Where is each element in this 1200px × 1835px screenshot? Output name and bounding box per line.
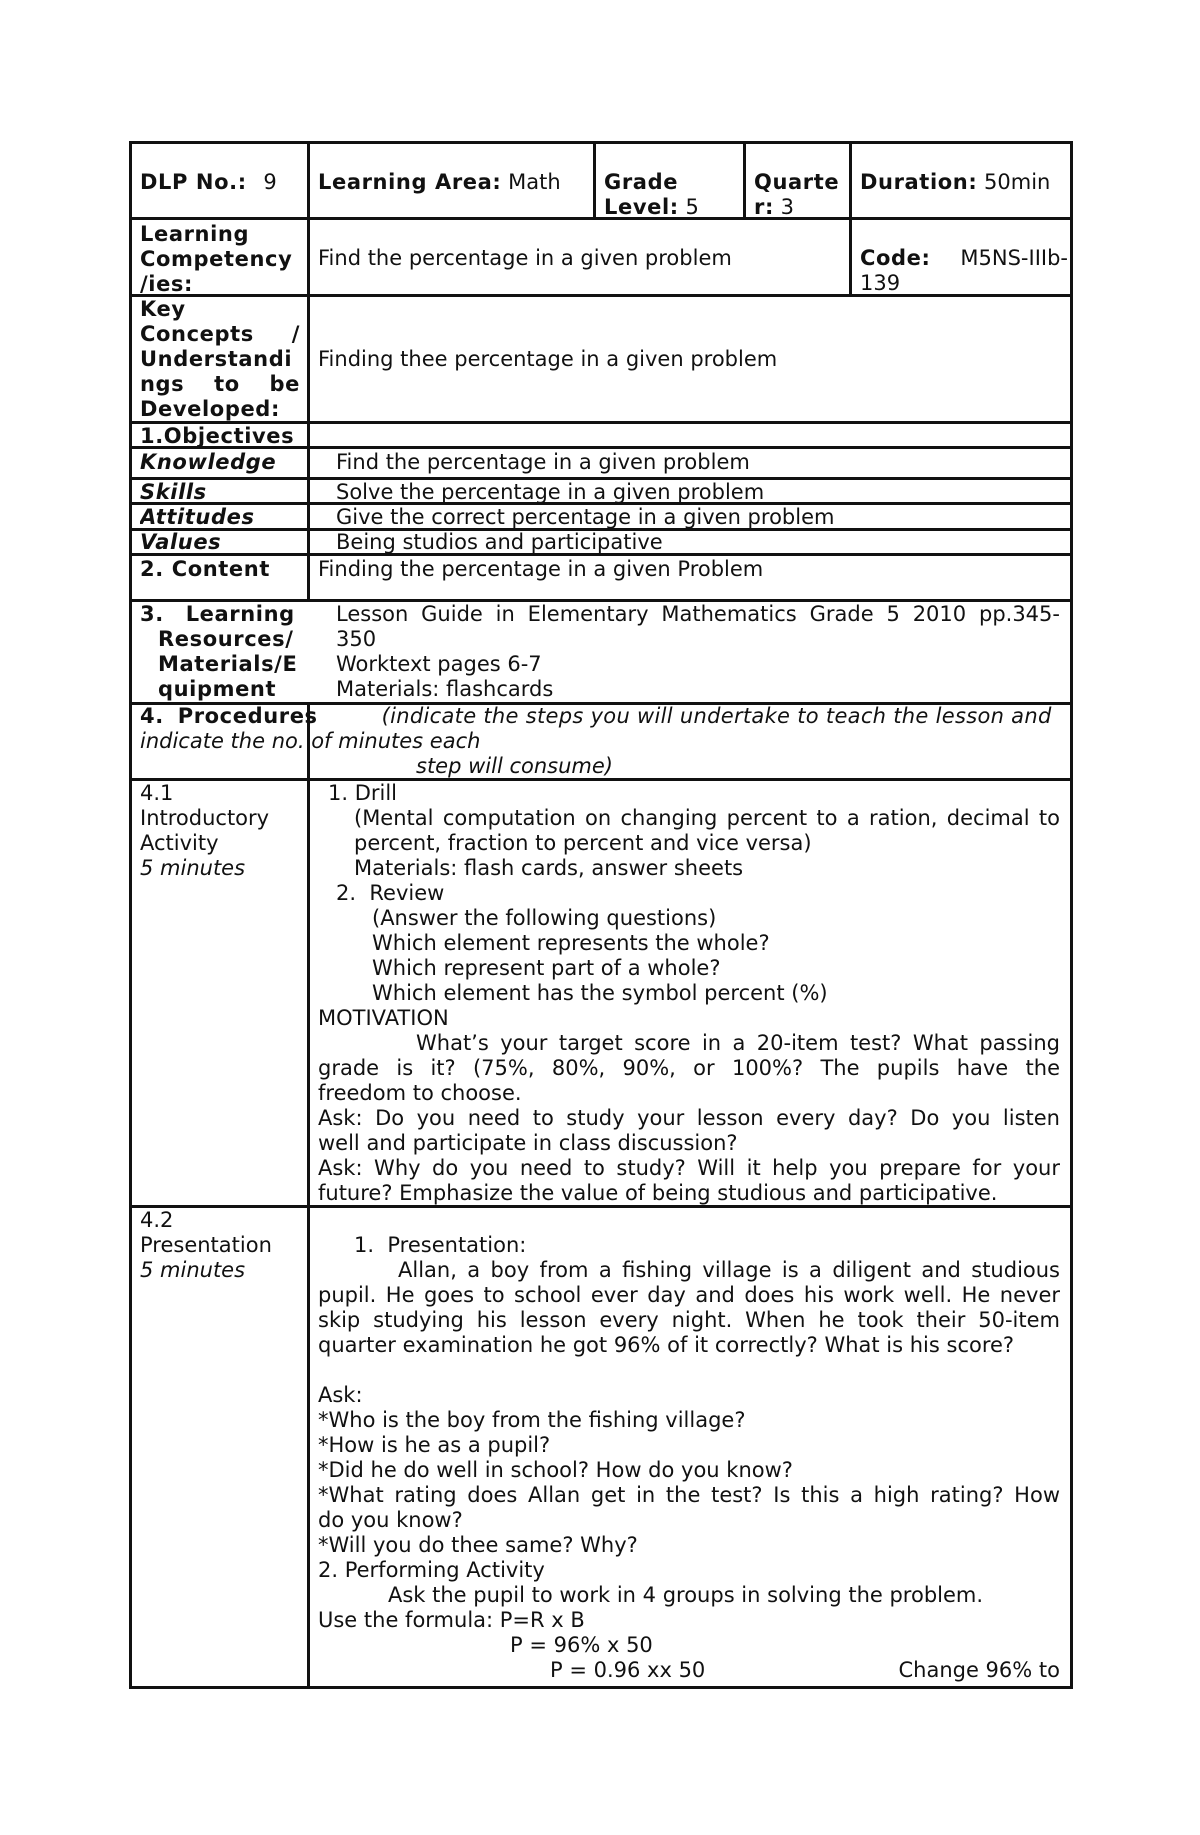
content-text: Finding the percentage in a given Problem — [318, 557, 764, 581]
intro-activity: 1. Drill (Mental computation on changing percent to a ration, decimal to percent, fraction to percent and vice versa) Materials: flash cards, answer sheets 2. Review (Answer the following questions) Which element represents the whole? Which represent part of a whole? Which element has the symbol percent (%) MOTIVATION What’s your target score in a 20-item test? What passing grade is it? (75%, 80%, 90%, or 100%? The pupils have the freedom to choose. Ask: Do you need to study your lesson every day? Do you listen well and participate in class discussion? Ask: Why do you need to study? Will it help you prepare for your future? Emphasize the value of being studious and participative. — [318, 781, 1060, 1205]
table-border — [849, 141, 852, 296]
grade-label: Grade — [604, 170, 679, 194]
table-border — [129, 141, 1073, 144]
attitudes-label: Attitudes — [140, 505, 255, 529]
grade-level-label: Level: — [604, 195, 679, 219]
presentation-heading: 1. Presentation: — [354, 1233, 527, 1257]
skills-label: Skills — [140, 480, 207, 504]
skills-text: Solve the percentage in a given problem — [336, 480, 765, 504]
duration-label: Duration: — [860, 170, 978, 194]
formula-step: P = 0.96 xx 50 — [550, 1658, 706, 1682]
intro-minutes: 5 minutes — [140, 856, 246, 880]
code-cell — [860, 246, 1068, 296]
values-label: Values — [140, 530, 222, 554]
conversion-note: Change 96% to — [898, 1658, 1060, 1682]
table-border — [593, 141, 596, 219]
quarter-value: 3 — [780, 195, 795, 219]
presentation-activity: 1. Presentation: Allan, a boy from a fishing village is a diligent and studious pupil. He goes to school ever day and does his work well. He never skip studying his lesson every night. When he took their 50-item quarter examination he got 96% of it correctly? What is his score? Ask: *Who is the boy from the fishing village? *How is he as a pupil? *Did he do well in school? How do you know? *What rating does Allan get in the test? Is this a high rating? How do you know? *Will you do thee same? Why? 2. Performing Activity Ask the pupil to work in 4 groups in solving the problem. Use the formula: P=R x B P = 96% x 50 P = 0.96 xx 50 Change 96% to — [318, 1233, 1060, 1682]
code-value-continued: 139 — [860, 271, 901, 295]
procedures-note-continued: indicate the no. of minutes each — [140, 729, 481, 753]
table-border — [743, 141, 746, 219]
objectives-heading: 1.Objectives — [140, 424, 295, 448]
code-value: M5NS-IIIb- — [960, 246, 1068, 270]
content-label: 2. Content — [140, 557, 270, 581]
intro-label: 4.1 Introductory Activity 5 minutes — [140, 781, 305, 881]
grade-level-cell — [604, 170, 742, 220]
learning-area-value: Math — [508, 170, 561, 194]
key-concepts-label: Key Concepts / Understandi ngs to be Developed: — [140, 297, 300, 421]
table-border — [307, 141, 310, 602]
resource-line: Materials: flashcards — [336, 677, 554, 701]
table-border — [129, 217, 1073, 220]
performing-activity-heading: 2. Performing Activity — [318, 1558, 545, 1582]
resource-line: Lesson Guide in Elementary Mathematics Grade 5 2010 pp.345- — [336, 602, 1060, 626]
drill-heading: 1. Drill — [328, 781, 398, 805]
key-concepts-text: Finding thee percentage in a given problem — [318, 347, 778, 371]
resource-line: 350 — [336, 627, 377, 651]
table-border — [1070, 141, 1073, 1689]
presentation-label: 4.2 Presentation 5 minutes — [140, 1208, 305, 1283]
formula-line: Use the formula: P=R x B — [318, 1608, 585, 1632]
dlp-number-cell — [140, 170, 305, 195]
quarter-cell — [754, 170, 848, 220]
code-label: Code: — [860, 246, 931, 270]
attitudes-text: Give the correct percentage in a given problem — [336, 505, 835, 529]
duration-value: 50min — [984, 170, 1051, 194]
knowledge-label: Knowledge — [140, 450, 277, 474]
learning-area-label: Learning Area: — [318, 170, 502, 194]
procedures-header — [140, 704, 1060, 779]
competency-text: Find the percentage in a given problem — [318, 246, 732, 270]
resource-line: Worktext pages 6-7 — [336, 652, 542, 676]
competency-label: Learning Competency /ies: — [140, 222, 293, 296]
presentation-minutes: 5 minutes — [140, 1258, 246, 1282]
duration-cell — [860, 170, 1068, 195]
review-heading: 2. Review — [336, 881, 445, 905]
grade-level-value: 5 — [685, 195, 699, 219]
dlp-number-label: DLP No.: — [140, 170, 247, 194]
motivation-heading: MOTIVATION — [318, 1006, 449, 1030]
values-text: Being studios and participative — [336, 530, 663, 554]
procedures-label: 4. Procedures — [140, 704, 318, 728]
procedures-note: (indicate the steps you will undertake to teach the lesson and — [381, 704, 1052, 728]
procedures-note-end: step will consume) — [416, 754, 613, 778]
quarter-label-suffix: r: — [754, 195, 774, 219]
resources-list — [336, 602, 1060, 702]
knowledge-text: Find the percentage in a given problem — [336, 450, 750, 474]
quarter-label: Quarte — [754, 170, 840, 194]
formula-step: P = 96% x 50 — [510, 1633, 653, 1657]
learning-area-cell — [318, 170, 590, 195]
table-border — [129, 141, 132, 1689]
table-border — [307, 702, 310, 1686]
dlp-number-value: 9 — [263, 170, 277, 194]
table-border — [129, 1686, 1073, 1689]
resources-label: 3. Learning Resources/ Materials/E quipment — [140, 602, 298, 701]
